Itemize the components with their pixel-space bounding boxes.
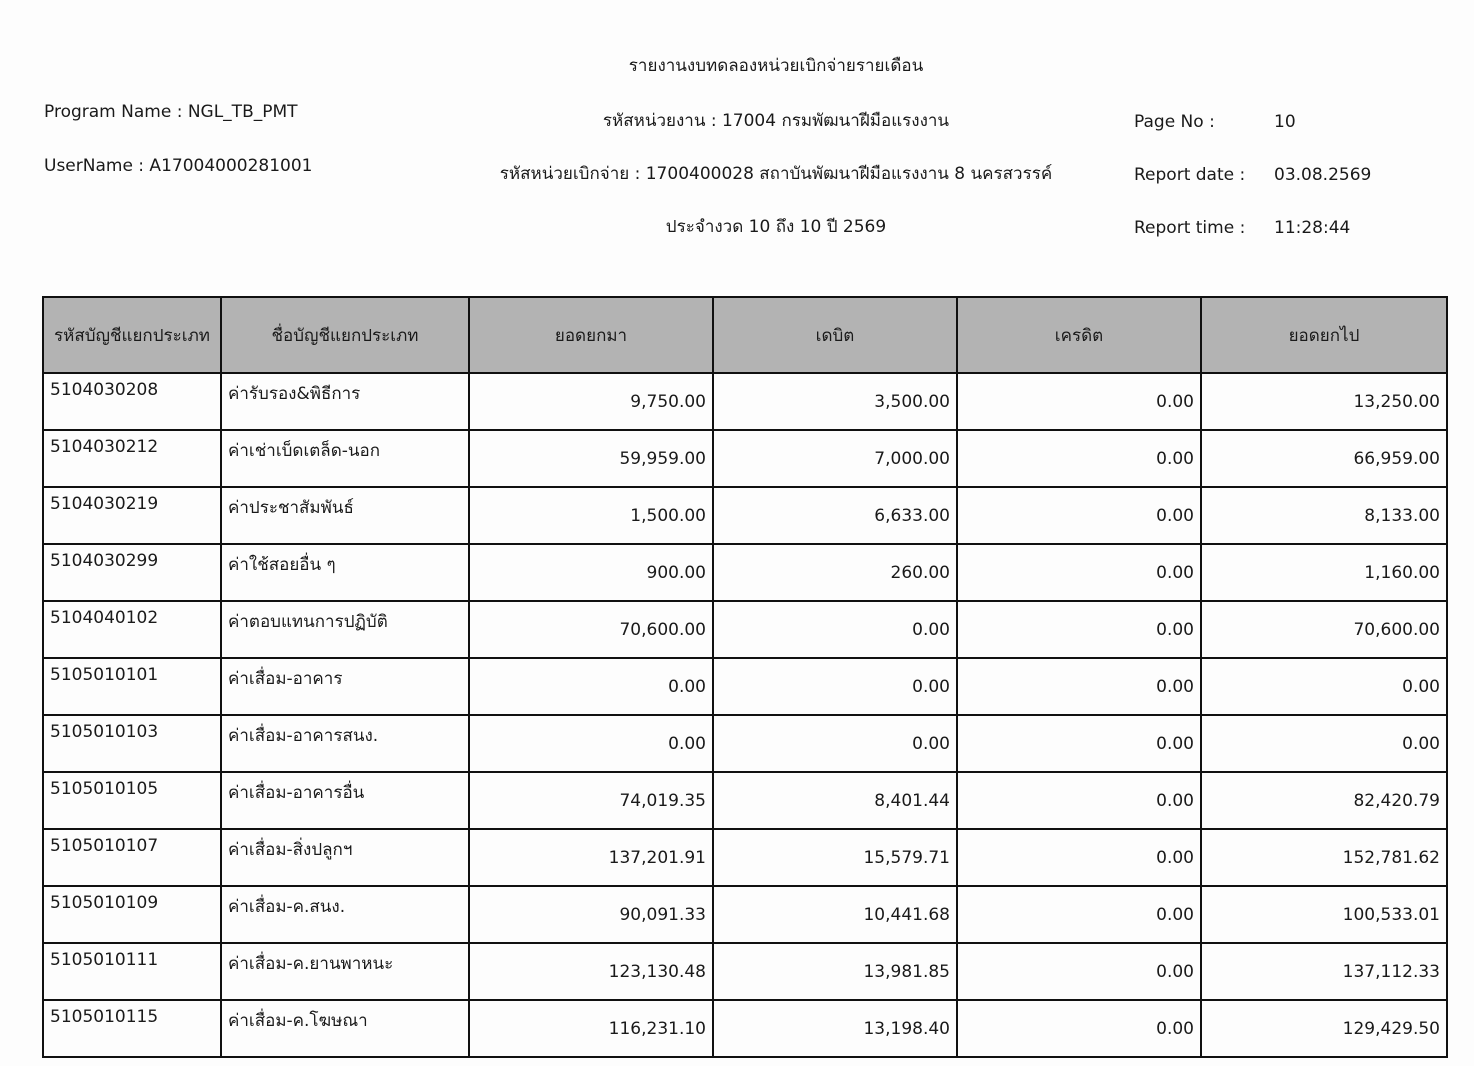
- cell-account-code: 5104030212: [43, 430, 221, 487]
- cell-carried-forward: 82,420.79: [1201, 772, 1447, 829]
- cell-carried-forward: 0.00: [1201, 715, 1447, 772]
- header-carried-forward: ยอดยกไป: [1201, 297, 1447, 373]
- cell-account-code: 5105010103: [43, 715, 221, 772]
- table-row: [43, 772, 1447, 829]
- cell-credit: 0.00: [957, 943, 1201, 1000]
- cell-brought-forward: 59,959.00: [469, 430, 713, 487]
- cell-credit: 0.00: [957, 601, 1201, 658]
- header-credit: เครดิต: [957, 297, 1201, 373]
- disbursing-unit-line: รหัสหน่วยเบิกจ่าย : 1700400028 สถาบันพัฒนาฝีมือแรงงาน 8 นครสวรรค์: [499, 164, 1053, 184]
- table-row: [43, 829, 1447, 886]
- cell-account-name: ค่าเช่าเบ็ดเตล็ด-นอก: [221, 430, 469, 487]
- cell-brought-forward: 0.00: [469, 658, 713, 715]
- cell-brought-forward: 900.00: [469, 544, 713, 601]
- cell-credit: 0.00: [957, 829, 1201, 886]
- cell-brought-forward: 1,500.00: [469, 487, 713, 544]
- cell-account-name: ค่าประชาสัมพันธ์: [221, 487, 469, 544]
- cell-account-name: ค่าเสื่อม-สิ่งปลูกฯ: [221, 829, 469, 886]
- cell-carried-forward: 129,429.50: [1201, 1000, 1447, 1057]
- cell-brought-forward: 137,201.91: [469, 829, 713, 886]
- cell-debit: 15,579.71: [713, 829, 957, 886]
- cell-carried-forward: 137,112.33: [1201, 943, 1447, 1000]
- cell-debit: 7,000.00: [713, 430, 957, 487]
- trial-balance-table: [42, 296, 1448, 1058]
- cell-account-name: ค่าตอบแทนการปฏิบัติ: [221, 601, 469, 658]
- cell-account-code: 5105010115: [43, 1000, 221, 1057]
- cell-account-code: 5104040102: [43, 601, 221, 658]
- cell-brought-forward: 9,750.00: [469, 373, 713, 430]
- cell-carried-forward: 152,781.62: [1201, 829, 1447, 886]
- cell-debit: 260.00: [713, 544, 957, 601]
- cell-account-name: ค่าเสื่อม-อาคาร: [221, 658, 469, 715]
- cell-debit: 3,500.00: [713, 373, 957, 430]
- cell-debit: 0.00: [713, 658, 957, 715]
- cell-account-code: 5104030208: [43, 373, 221, 430]
- cell-debit: 13,198.40: [713, 1000, 957, 1057]
- cell-account-name: ค่ารับรอง&พิธีการ: [221, 373, 469, 430]
- cell-carried-forward: 1,160.00: [1201, 544, 1447, 601]
- cell-debit: 0.00: [713, 601, 957, 658]
- table-row: [43, 373, 1447, 430]
- cell-credit: 0.00: [957, 544, 1201, 601]
- table-row: [43, 1000, 1447, 1057]
- cell-debit: 8,401.44: [713, 772, 957, 829]
- cell-brought-forward: 123,130.48: [469, 943, 713, 1000]
- header-brought-forward: ยอดยกมา: [469, 297, 713, 373]
- agency-line: รหัสหน่วยงาน : 17004 กรมพัฒนาฝีมือแรงงาน: [602, 111, 950, 131]
- cell-brought-forward: 90,091.33: [469, 886, 713, 943]
- cell-brought-forward: 70,600.00: [469, 601, 713, 658]
- page-no-label: Page No :: [1134, 112, 1215, 132]
- report-time-value: 11:28:44: [1274, 218, 1351, 238]
- cell-credit: 0.00: [957, 715, 1201, 772]
- cell-credit: 0.00: [957, 373, 1201, 430]
- cell-credit: 0.00: [957, 658, 1201, 715]
- page-no-value: 10: [1274, 112, 1296, 132]
- cell-account-name: ค่าใช้สอยอื่น ๆ: [221, 544, 469, 601]
- period-line: ประจำงวด 10 ถึง 10 ปี 2569: [665, 217, 887, 237]
- table-row: [43, 715, 1447, 772]
- cell-account-code: 5105010105: [43, 772, 221, 829]
- cell-credit: 0.00: [957, 487, 1201, 544]
- cell-carried-forward: 8,133.00: [1201, 487, 1447, 544]
- cell-credit: 0.00: [957, 430, 1201, 487]
- report-date-value: 03.08.2569: [1274, 165, 1372, 185]
- cell-brought-forward: 0.00: [469, 715, 713, 772]
- header-debit: เดบิต: [713, 297, 957, 373]
- table-row: [43, 544, 1447, 601]
- cell-account-name: ค่าเสื่อม-อาคารสนง.: [221, 715, 469, 772]
- table-row: [43, 487, 1447, 544]
- table-row: [43, 601, 1447, 658]
- cell-debit: 13,981.85: [713, 943, 957, 1000]
- report-title: รายงานงบทดลองหน่วยเบิกจ่ายรายเดือน: [628, 56, 924, 76]
- cell-credit: 0.00: [957, 1000, 1201, 1057]
- table-row: [43, 658, 1447, 715]
- table-row: [43, 943, 1447, 1000]
- cell-carried-forward: 100,533.01: [1201, 886, 1447, 943]
- cell-account-code: 5105010107: [43, 829, 221, 886]
- cell-carried-forward: 13,250.00: [1201, 373, 1447, 430]
- cell-brought-forward: 116,231.10: [469, 1000, 713, 1057]
- cell-account-code: 5104030299: [43, 544, 221, 601]
- program-name: Program Name : NGL_TB_PMT: [44, 102, 298, 122]
- cell-credit: 0.00: [957, 772, 1201, 829]
- header-account-code: รหัสบัญชีแยกประเภท: [43, 297, 221, 373]
- cell-account-code: 5105010101: [43, 658, 221, 715]
- cell-account-name: ค่าเสื่อม-อาคารอื่น: [221, 772, 469, 829]
- header-account-name: ชื่อบัญชีแยกประเภท: [221, 297, 469, 373]
- cell-account-name: ค่าเสื่อม-ค.โฆษณา: [221, 1000, 469, 1057]
- cell-carried-forward: 0.00: [1201, 658, 1447, 715]
- table-row: [43, 430, 1447, 487]
- user-name: UserName : A17004000281001: [44, 156, 313, 176]
- cell-debit: 6,633.00: [713, 487, 957, 544]
- table-row: [43, 886, 1447, 943]
- cell-debit: 10,441.68: [713, 886, 957, 943]
- cell-account-code: 5104030219: [43, 487, 221, 544]
- cell-credit: 0.00: [957, 886, 1201, 943]
- cell-account-code: 5105010109: [43, 886, 221, 943]
- cell-account-code: 5105010111: [43, 943, 221, 1000]
- cell-brought-forward: 74,019.35: [469, 772, 713, 829]
- table-header-row: [43, 297, 1447, 373]
- cell-account-name: ค่าเสื่อม-ค.ยานพาหนะ: [221, 943, 469, 1000]
- cell-debit: 0.00: [713, 715, 957, 772]
- report-time-label: Report time :: [1134, 218, 1246, 238]
- cell-account-name: ค่าเสื่อม-ค.สนง.: [221, 886, 469, 943]
- report-date-label: Report date :: [1134, 165, 1246, 185]
- cell-carried-forward: 70,600.00: [1201, 601, 1447, 658]
- cell-carried-forward: 66,959.00: [1201, 430, 1447, 487]
